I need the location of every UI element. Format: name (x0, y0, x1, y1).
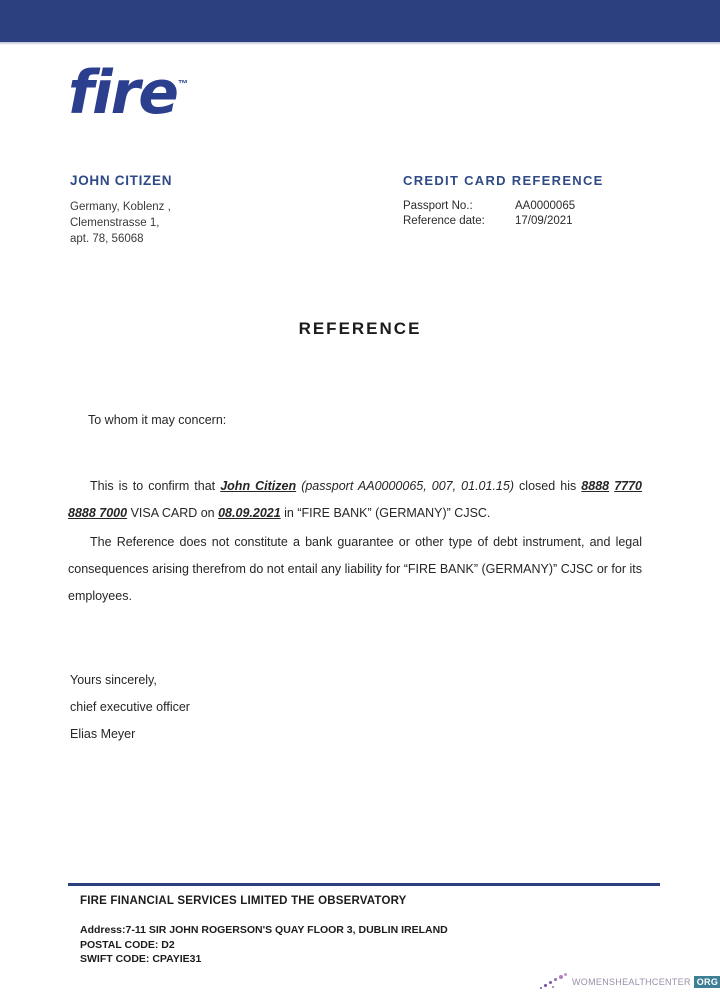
addressee-line: apt. 78, 56068 (70, 233, 144, 245)
letter-body (68, 473, 642, 611)
closing-date: 08.09.2021 (218, 506, 281, 520)
signature-closing: Yours sincerely, (70, 673, 157, 687)
footer-postal-code: POSTAL CODE: D2 (80, 938, 175, 951)
card-number-part-1: 8888 (581, 479, 610, 493)
footer-address: Address:7-11 SIR JOHN ROGERSON'S QUAY FLOOR 3, DUBLIN IRELAND (80, 924, 448, 936)
reference-date-label: Reference date: (403, 215, 485, 227)
footer-swift-code: SWIFT CODE: CPAYIE31 (80, 953, 202, 965)
top-banner (0, 0, 720, 42)
addressee-block (70, 173, 370, 247)
para1-intro: This is to confirm that (90, 479, 221, 493)
footer-divider (68, 883, 660, 886)
trademark-icon: ™ (177, 79, 188, 90)
signature-name: Elias Meyer (70, 727, 136, 741)
card-number-part-2: 7770 8888 7000 (68, 479, 642, 520)
signature-title: chief executive officer (70, 700, 190, 714)
customer-name-highlight: John Citizen (220, 479, 297, 493)
footer-details (80, 923, 448, 967)
card-type-text: VISA CARD on (127, 506, 219, 520)
watermark-label: WOMENSHEALTHCENTER (572, 977, 691, 987)
addressee-line: Germany, Koblenz , (70, 201, 171, 213)
para1-tail: in “FIRE BANK” (GERMANY)” CJSC. (280, 506, 491, 520)
watermark (540, 972, 720, 992)
para1-mid: closed his (513, 479, 582, 493)
body-paragraph-1 (68, 473, 642, 527)
reference-box-title: CREDIT CARD REFERENCE (403, 173, 604, 188)
page-title: REFERENCE (298, 319, 422, 338)
reference-date-row (403, 214, 683, 229)
signature-block (70, 667, 190, 748)
reference-details-block (403, 173, 683, 229)
addressee-line: Clemenstrasse 1, (70, 217, 160, 229)
logo-wordmark: fire (68, 58, 177, 128)
passport-label: Passport No.: (403, 200, 473, 212)
watermark-badge: ORG (694, 976, 720, 988)
watermark-dots-icon (540, 973, 570, 991)
fire-logo (68, 58, 188, 128)
passport-value: AA0000065 (515, 200, 576, 212)
reference-date-value: 17/09/2021 (515, 215, 573, 227)
salutation: To whom it may concern: (88, 413, 227, 427)
passport-detail: (passport AA0000065, 007, 01.01.15) (296, 479, 514, 493)
footer-company-name: FIRE FINANCIAL SERVICES LIMITED THE OBSERVATORY (80, 895, 407, 907)
addressee-name: JOHN CITIZEN (70, 173, 173, 188)
document-page (0, 45, 720, 1000)
passport-row (403, 199, 683, 214)
body-paragraph-2: The Reference does not constitute a bank guarantee or other type of debt instrument, and legal consequences arising therefrom do not entail any liability for “FIRE BANK” (GERMANY)” CJSC or for its employees. (68, 535, 642, 603)
